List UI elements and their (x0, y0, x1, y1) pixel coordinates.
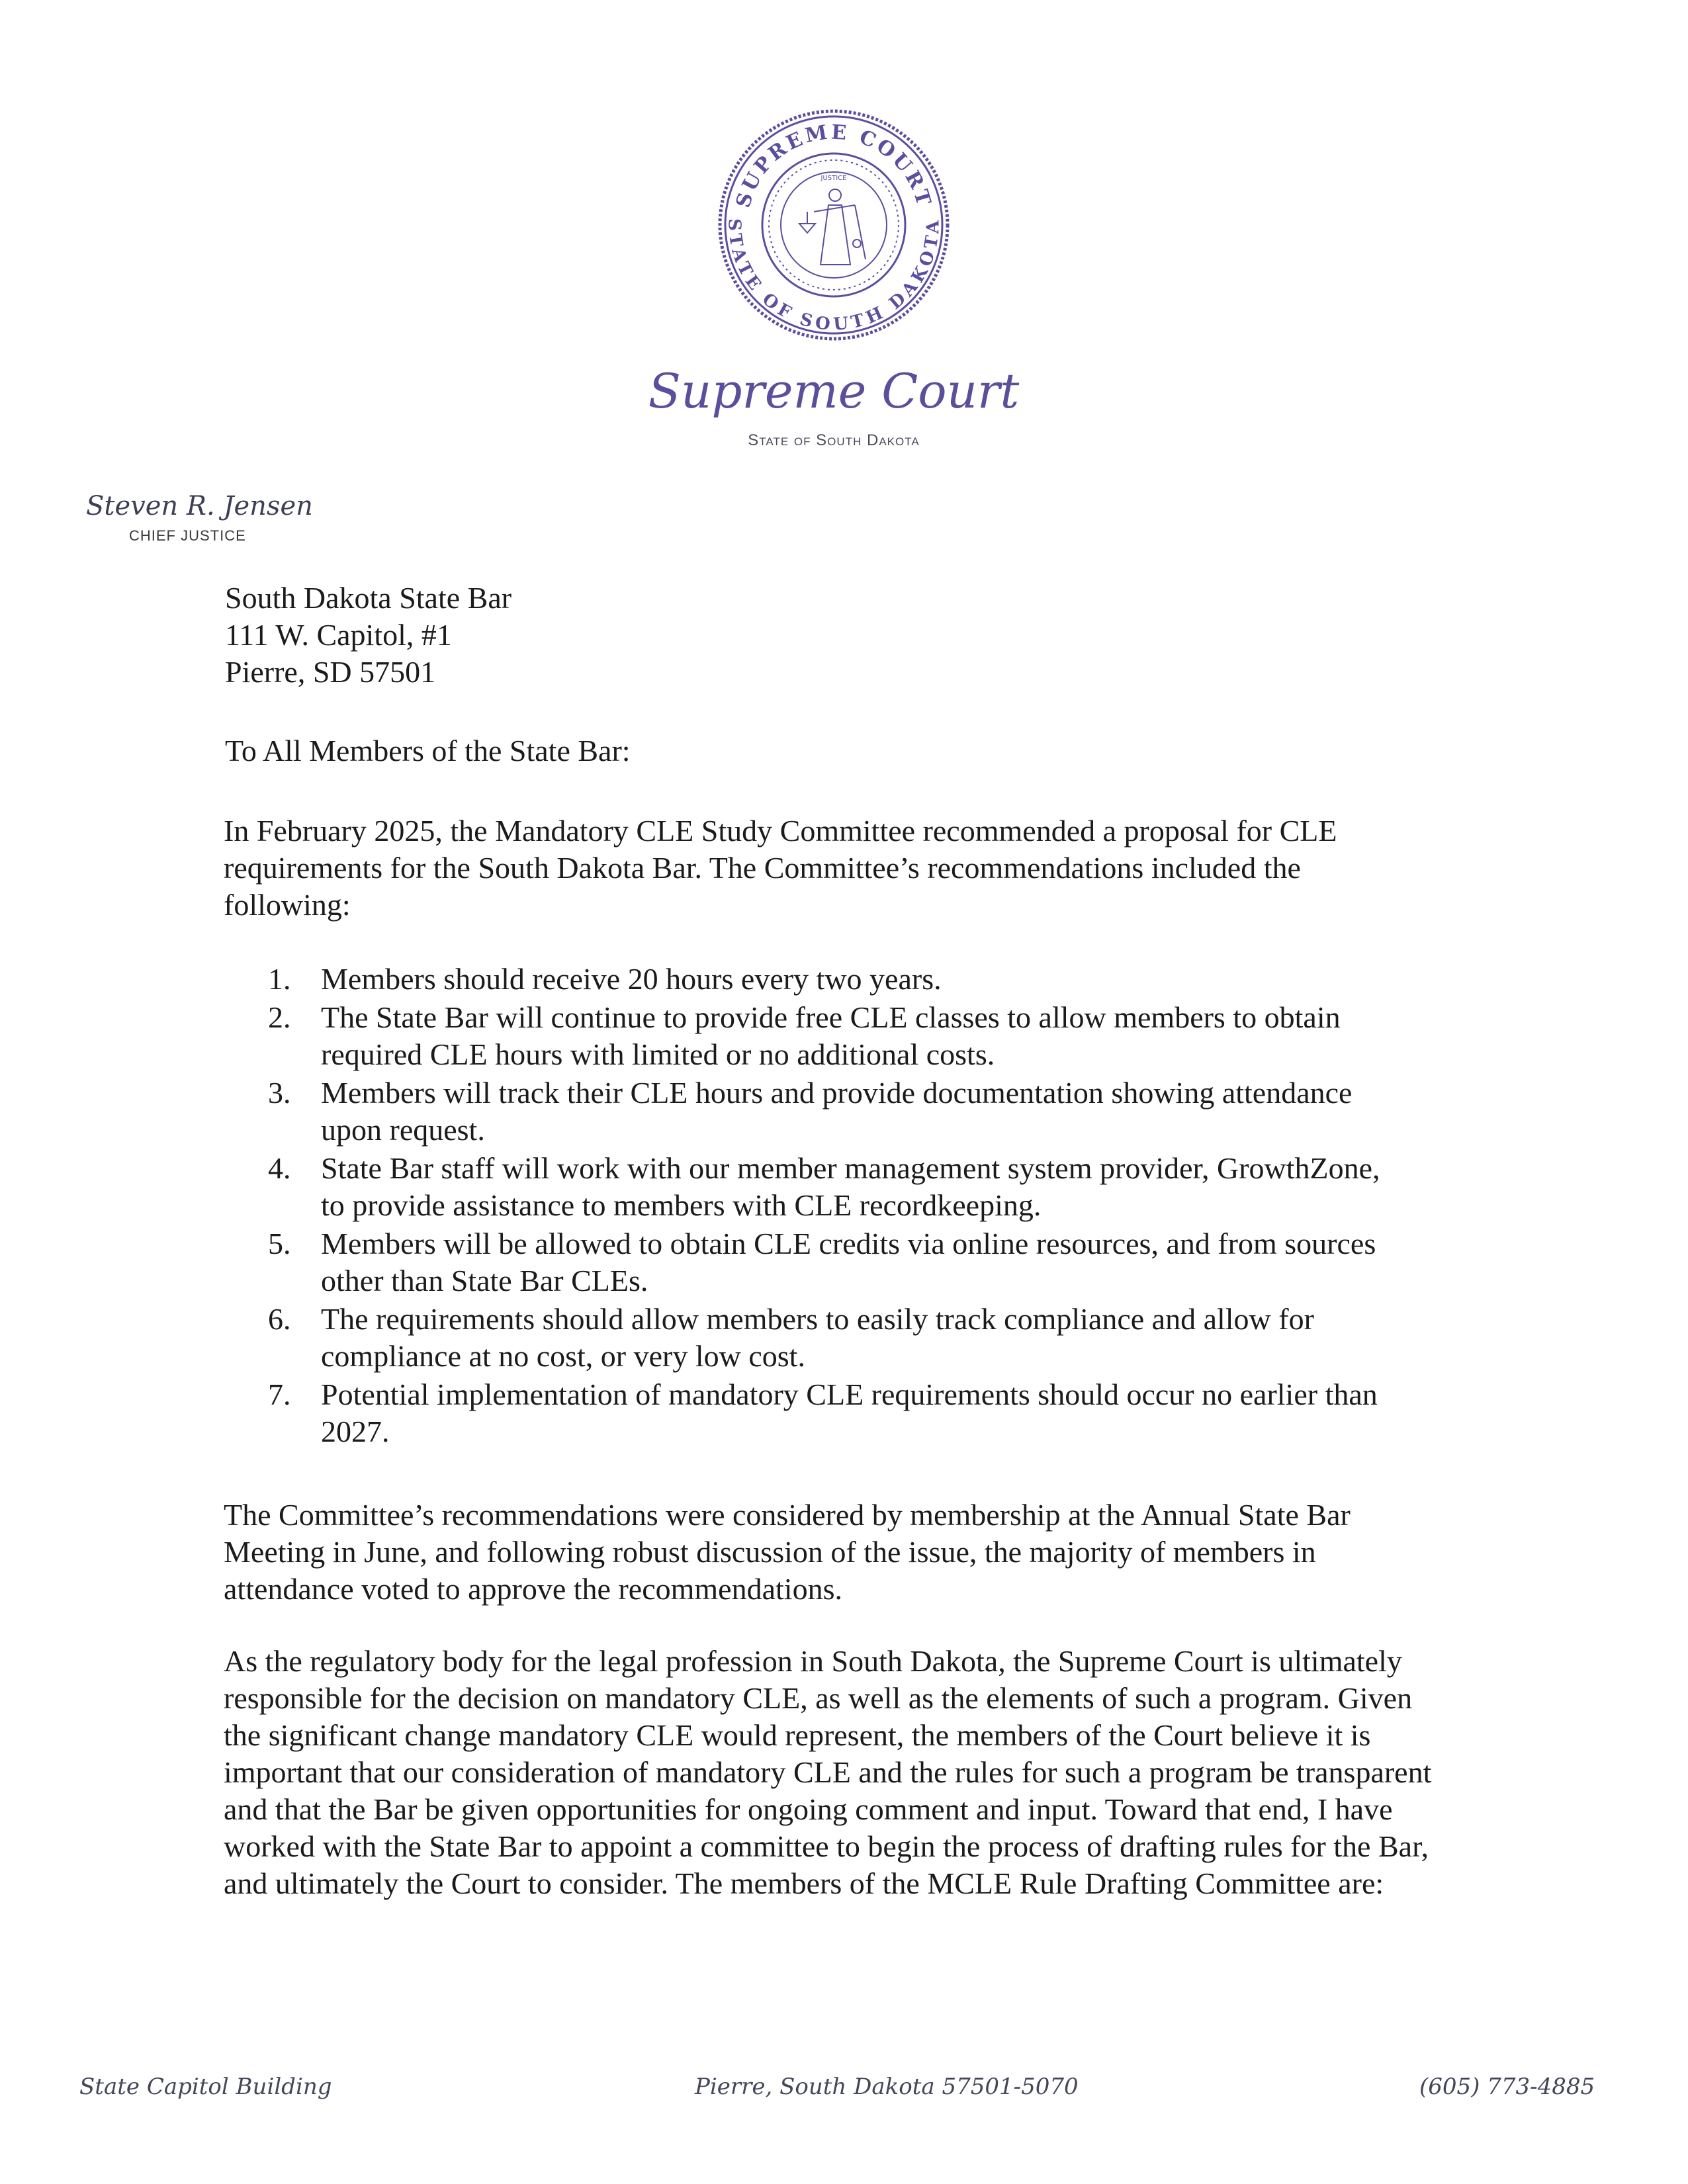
salutation: To All Members of the State Bar: (225, 734, 631, 767)
address-line: 111 W. Capitol, #1 (225, 618, 452, 652)
list-item (268, 1376, 1393, 1450)
list-item-number: 6. (268, 1302, 291, 1336)
list-item (268, 961, 1393, 998)
list-item-number: 1. (268, 962, 291, 996)
list-item-number: 2. (268, 1000, 291, 1034)
paragraph-approval: The Committee’s recommendations were considered by membership at the Annual State Bar Meeting in June, and following robust discussion of the issue, the majority of members in attendance voted to approve the recommendations. (224, 1498, 1351, 1606)
address-line: Pierre, SD 57501 (225, 655, 436, 689)
list-item (268, 1150, 1393, 1224)
list-item (268, 1225, 1393, 1299)
seal-text-inner: JUSTICE (821, 175, 847, 182)
list-item-text: Potential implementation of mandatory CLE requirements should occur no earlier than 2027. (321, 1377, 1378, 1448)
justice-name: Steven R. Jensen (86, 491, 313, 521)
list-item-text: State Bar staff will work with our member management system provider, GrowthZone, to provide assistance to members with CLE recordkeeping. (321, 1151, 1380, 1222)
recommendations-list (268, 961, 1393, 1450)
svg-text:STATE OF SOUTH DAKOTA (725, 218, 944, 335)
address-line: South Dakota State Bar (225, 581, 512, 615)
list-item (268, 1074, 1393, 1149)
lady-justice-icon (799, 189, 866, 265)
list-item-number: 5. (268, 1227, 291, 1260)
list-item (268, 1301, 1393, 1375)
seal-text-top: SUPREME COURT (731, 120, 936, 210)
seal-text-bottom: STATE OF SOUTH DAKOTA (724, 218, 944, 335)
footer-building: State Capitol Building (79, 2074, 332, 2100)
list-item-text: Members should receive 20 hours every two years. (321, 962, 942, 996)
list-item-text: The requirements should allow members to easily track compliance and allow for compliance at no cost, or very low cost. (321, 1302, 1314, 1373)
court-subtitle: State of South Dakota (748, 431, 920, 449)
recipient-address (225, 580, 1151, 691)
list-item-number: 4. (268, 1151, 291, 1185)
list-item-text: Members will be allowed to obtain CLE credits via online resources, and from sources other than State Bar CLEs. (321, 1227, 1376, 1297)
footer-phone: (605) 773-4885 (1419, 2074, 1595, 2100)
list-item-number: 7. (268, 1377, 291, 1411)
list-item-number: 3. (268, 1076, 291, 1110)
justice-title: CHIEF JUSTICE (129, 527, 246, 544)
paragraph-intro: In February 2025, the Mandatory CLE Study Committee recommended a proposal for CLE requirements for the South Dakota Bar. The Committee’s recommendations included the following: (224, 814, 1337, 922)
list-item-text: Members will track their CLE hours and provide documentation showing attendance upon request. (321, 1076, 1353, 1147)
supreme-court-seal (715, 106, 953, 344)
list-item (268, 999, 1393, 1073)
paragraph-committee: As the regulatory body for the legal profession in South Dakota, the Supreme Court is ultimately responsible for the decision on mandatory CLE, as well as the elements of such a program. Given the significant change mandatory CLE would represent, the members of the Court believe it is important that our consideration of mandatory CLE and the rules for such a program be transparent and that the Bar be given opportunities for ongoing comment and input. Toward that end, I have worked with the State Bar to appoint a committee to begin the process of drafting rules for the Bar, and ultimately the Court to consider. The members of the MCLE Rule Drafting Committee are: (224, 1644, 1432, 1900)
svg-text:SUPREME COURT (732, 120, 936, 210)
court-name: Supreme Court (648, 363, 1020, 419)
list-item-text: The State Bar will continue to provide free CLE classes to allow members to obtain required CLE hours with limited or no additional costs. (321, 1000, 1341, 1071)
footer-city: Pierre, South Dakota 57501-5070 (695, 2074, 1079, 2100)
